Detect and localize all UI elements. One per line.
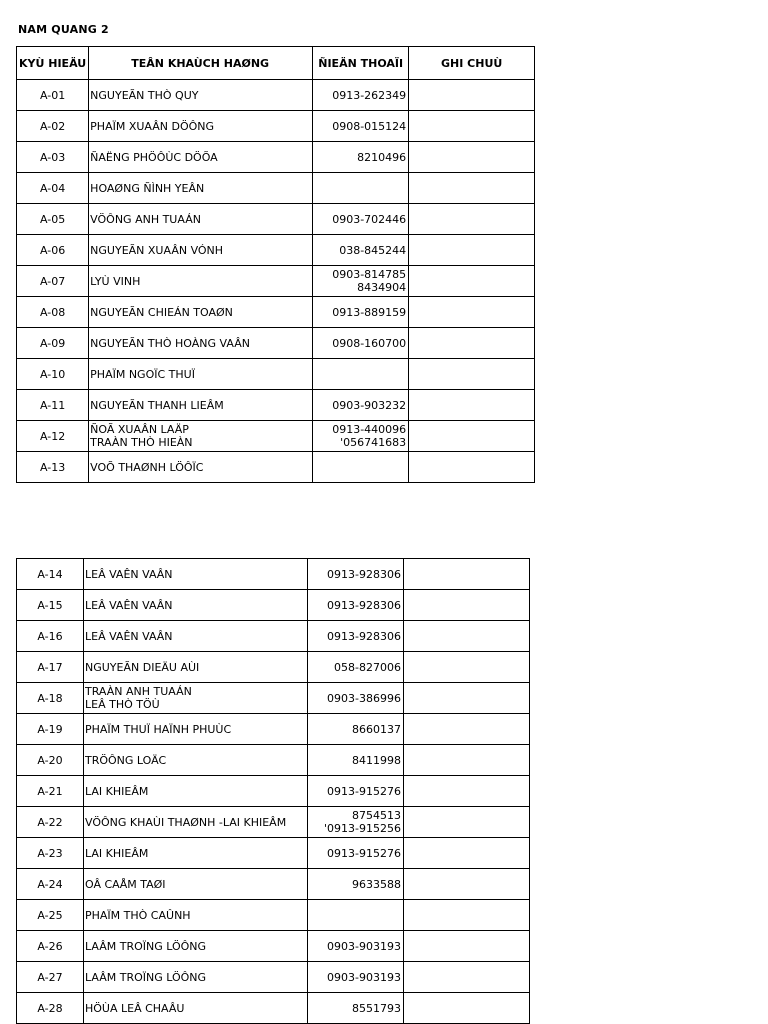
table-row <box>17 683 530 714</box>
cell-code: A-28 <box>17 993 84 1024</box>
cell-name: NGUYEÃN THÒ HOÀNG VAÂN <box>89 328 313 359</box>
cell-note <box>404 931 530 962</box>
cell-code: A-04 <box>17 173 89 204</box>
cell-name: OÂ CAÅM TAØI <box>84 869 308 900</box>
cell-phone: 0913-928306 <box>308 621 404 652</box>
cell-phone: 0913-928306 <box>308 590 404 621</box>
header-code: KYÙ HIEÄU <box>17 47 89 80</box>
cell-phone: 8754513 '0913-915256 <box>308 807 404 838</box>
table-row <box>17 328 535 359</box>
cell-name: LAÂM TROÏNG LÖÔNG <box>84 931 308 962</box>
cell-note <box>409 204 535 235</box>
cell-phone: 0903-903232 <box>313 390 409 421</box>
cell-code: A-05 <box>17 204 89 235</box>
cell-phone: 0908-160700 <box>313 328 409 359</box>
cell-name: LEÂ VAÊN VAÂN <box>84 559 308 590</box>
cell-note <box>404 559 530 590</box>
cell-code: A-11 <box>17 390 89 421</box>
table-row <box>17 173 535 204</box>
cell-note <box>404 714 530 745</box>
cell-name: LYÙ VINH <box>89 266 313 297</box>
cell-code: A-25 <box>17 900 84 931</box>
cell-name: NGUYEÃN THANH LIEÂM <box>89 390 313 421</box>
table-row <box>17 559 530 590</box>
cell-code: A-26 <box>17 931 84 962</box>
cell-name: LAI KHIEÂM <box>84 776 308 807</box>
cell-name: HÖÙA LEÂ CHAÂU <box>84 993 308 1024</box>
table-row <box>17 390 535 421</box>
cell-note <box>409 421 535 452</box>
table-row <box>17 452 535 483</box>
cell-code: A-14 <box>17 559 84 590</box>
cell-name: PHAÏM NGOÏC THUÏ <box>89 359 313 390</box>
cell-name: TRAÀN ANH TUAÁN LEÂ THÒ TÖÙ <box>84 683 308 714</box>
cell-phone: 0908-015124 <box>313 111 409 142</box>
table-row <box>17 142 535 173</box>
customer-table-2 <box>16 558 530 1024</box>
cell-code: A-07 <box>17 266 89 297</box>
table-row <box>17 900 530 931</box>
table-row <box>17 776 530 807</box>
table-row <box>17 652 530 683</box>
table-row <box>17 621 530 652</box>
cell-code: A-18 <box>17 683 84 714</box>
table-row <box>17 838 530 869</box>
cell-note <box>404 900 530 931</box>
cell-phone: 0913-262349 <box>313 80 409 111</box>
cell-note <box>409 452 535 483</box>
cell-phone: 0903-903193 <box>308 931 404 962</box>
cell-note <box>409 235 535 266</box>
cell-phone: 0903-903193 <box>308 962 404 993</box>
table-row <box>17 869 530 900</box>
table-row <box>17 714 530 745</box>
cell-note <box>404 807 530 838</box>
table-row <box>17 111 535 142</box>
cell-phone: 0913-889159 <box>313 297 409 328</box>
cell-name: NGUYEÃN THÒ QUY <box>89 80 313 111</box>
table-row <box>17 931 530 962</box>
cell-phone <box>313 173 409 204</box>
cell-code: A-23 <box>17 838 84 869</box>
cell-code: A-10 <box>17 359 89 390</box>
cell-name: PHAÏM THÒ CAÛNH <box>84 900 308 931</box>
cell-note <box>404 993 530 1024</box>
header-phone: ÑIEÄN THOAÏI <box>313 47 409 80</box>
table-row <box>17 266 535 297</box>
cell-code: A-12 <box>17 421 89 452</box>
cell-code: A-09 <box>17 328 89 359</box>
cell-code: A-21 <box>17 776 84 807</box>
cell-name: PHAÏM XUAÂN DÖÔNG <box>89 111 313 142</box>
cell-note <box>409 328 535 359</box>
header-note: GHI CHUÙ <box>409 47 535 80</box>
table-row <box>17 745 530 776</box>
cell-note <box>404 652 530 683</box>
cell-name: LAI KHIEÂM <box>84 838 308 869</box>
cell-note <box>404 776 530 807</box>
cell-code: A-22 <box>17 807 84 838</box>
cell-phone: 0903-814785 8434904 <box>313 266 409 297</box>
cell-phone: 0913-915276 <box>308 838 404 869</box>
cell-name: LEÂ VAÊN VAÂN <box>84 621 308 652</box>
table-row <box>17 80 535 111</box>
cell-code: A-16 <box>17 621 84 652</box>
table-row <box>17 297 535 328</box>
cell-code: A-02 <box>17 111 89 142</box>
header-row <box>17 47 535 80</box>
cell-phone: 038-845244 <box>313 235 409 266</box>
cell-phone <box>313 452 409 483</box>
cell-note <box>409 297 535 328</box>
cell-name: NGUYEÃN CHIEÁN TOAØN <box>89 297 313 328</box>
cell-name: LAÂM TROÏNG LÖÔNG <box>84 962 308 993</box>
cell-code: A-06 <box>17 235 89 266</box>
cell-phone: 8551793 <box>308 993 404 1024</box>
cell-phone: 8210496 <box>313 142 409 173</box>
header-name: TEÂN KHAÙCH HAØNG <box>89 47 313 80</box>
cell-name: LEÂ VAÊN VAÂN <box>84 590 308 621</box>
cell-name: TRÖÔNG LOÄC <box>84 745 308 776</box>
cell-phone <box>308 900 404 931</box>
table-row <box>17 421 535 452</box>
cell-code: A-24 <box>17 869 84 900</box>
cell-name: ÑAËNG PHÖÔÙC DÖÕA <box>89 142 313 173</box>
cell-note <box>409 142 535 173</box>
table-row <box>17 235 535 266</box>
cell-phone: 0913-440096 '056741683 <box>313 421 409 452</box>
table-row <box>17 590 530 621</box>
cell-note <box>404 838 530 869</box>
cell-name: VÖÔNG ANH TUAÁN <box>89 204 313 235</box>
cell-note <box>404 621 530 652</box>
cell-phone: 9633588 <box>308 869 404 900</box>
table-row <box>17 993 530 1024</box>
cell-note <box>404 590 530 621</box>
cell-phone: 0903-386996 <box>308 683 404 714</box>
cell-phone: 0913-915276 <box>308 776 404 807</box>
cell-name: VÖÔNG KHAÙI THAØNH -LAI KHIEÂM <box>84 807 308 838</box>
cell-note <box>409 359 535 390</box>
cell-note <box>404 745 530 776</box>
customer-table-1 <box>16 46 535 483</box>
table-row <box>17 807 530 838</box>
sheet-title: NAM QUANG 2 <box>18 23 109 36</box>
cell-name: ÑOÃ XUAÂN LAÄP TRAÀN THÒ HIEÀN <box>89 421 313 452</box>
cell-code: A-13 <box>17 452 89 483</box>
cell-code: A-15 <box>17 590 84 621</box>
cell-phone: 0903-702446 <box>313 204 409 235</box>
cell-note <box>404 683 530 714</box>
cell-phone: 8660137 <box>308 714 404 745</box>
cell-name: PHAÏM THUÏ HAÏNH PHUÙC <box>84 714 308 745</box>
cell-note <box>409 266 535 297</box>
cell-code: A-19 <box>17 714 84 745</box>
cell-code: A-17 <box>17 652 84 683</box>
cell-name: NGUYEÃN XUAÂN VÓNH <box>89 235 313 266</box>
cell-note <box>409 173 535 204</box>
cell-phone: 058-827006 <box>308 652 404 683</box>
cell-phone: 0913-928306 <box>308 559 404 590</box>
cell-note <box>409 80 535 111</box>
cell-name: VOÕ THAØNH LÖÔÏC <box>89 452 313 483</box>
cell-code: A-20 <box>17 745 84 776</box>
cell-code: A-01 <box>17 80 89 111</box>
table-row <box>17 204 535 235</box>
cell-code: A-27 <box>17 962 84 993</box>
cell-phone <box>313 359 409 390</box>
cell-note <box>409 390 535 421</box>
cell-name: HOAØNG ÑÌNH YEÂN <box>89 173 313 204</box>
cell-phone: 8411998 <box>308 745 404 776</box>
cell-code: A-03 <box>17 142 89 173</box>
table-row <box>17 962 530 993</box>
cell-note <box>409 111 535 142</box>
cell-name: NGUYEÃN DIEÄU AÙI <box>84 652 308 683</box>
cell-note <box>404 869 530 900</box>
cell-code: A-08 <box>17 297 89 328</box>
cell-note <box>404 962 530 993</box>
table-row <box>17 359 535 390</box>
